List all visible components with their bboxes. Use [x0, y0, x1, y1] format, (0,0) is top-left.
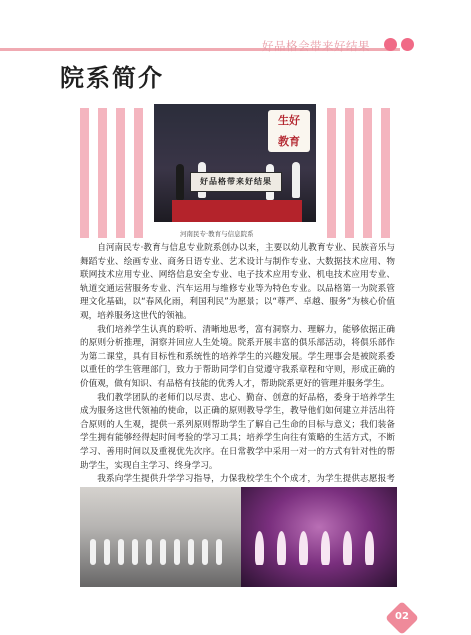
page-number: 02 [395, 611, 409, 622]
header-slogan: 好品格会带来好结果 [262, 39, 370, 53]
decorative-stripe [134, 108, 143, 238]
banner-text: 好品格带来好结果 [200, 177, 272, 186]
dancer-figure [132, 539, 138, 565]
ceremony-photo [154, 104, 316, 222]
person-figure [176, 164, 184, 200]
dancer-figure [160, 539, 166, 565]
dancer-figure [216, 539, 222, 565]
decorative-stripe [80, 108, 89, 238]
dancer-figure [90, 539, 96, 565]
decorative-stripe [345, 108, 354, 238]
article-body [80, 242, 395, 527]
dancer-figure [104, 539, 110, 565]
banner-board [190, 172, 282, 192]
paragraph: 我系向学生提供升学学习指导，力保我校学生个个成才，为学生提供志愿报考 [97, 474, 395, 485]
dancer-figure [118, 539, 124, 565]
school-logo [268, 110, 310, 152]
decorative-dot [384, 38, 397, 51]
decorative-stripe [98, 108, 107, 238]
dancer-figure [343, 531, 352, 565]
decorative-stripe [116, 108, 125, 238]
logo-text: 教育 [278, 135, 300, 148]
decorative-stripe [327, 108, 336, 238]
dancer-figure [277, 531, 286, 565]
decorative-dot [401, 38, 414, 51]
dancer-figure [188, 539, 194, 565]
paragraph: 我们教学团队的老师们以尽责、忠心、勤奋、创意的好品格，委身于培养学生成为服务这世代领袖的使命，以正确的原则教导学生，教导他们如何建立并活出符合原则的人生观，提供一系列原则帮助学生了解自己生命的目标与意义；我们装备学生拥有能够经得起时间考验的学习工具；培养学生向往有策略的生活方式，不断学习、善用时间以及重视优先次序。在日常教学中采用一对一的方式有针对性的帮助学生，实现自主学习、终身学习。 [80, 392, 395, 471]
stage-dance-photo [241, 487, 397, 587]
page-title: 院系简介 [60, 64, 164, 92]
paragraph: 自河南民专·教育与信息专业院系创办以来，主要以幼儿教育专业、民族音乐与舞蹈专业、绘画专业、商务日语专业、艺术设计与制作专业、大数据技术应用、物联网技术应用专业、网络信息安全专业、电子技术应用专业、机电技术应用专业、轨道交通运营服务专业、汽车运用与维修专业等为特色专业。以品格第一为院系管理文化基础，以“春风化雨，利国利民”为愿景；以“尊严、卓越、服务”为核心价值观，培养服务这世代的领袖。 [80, 243, 395, 321]
dancer-figure [299, 531, 308, 565]
photo-caption: 河南民专·教育与信息院系 [180, 230, 254, 238]
dancer-figure [255, 531, 264, 565]
paragraph: 我们培养学生认真的聆听、清晰地思考，富有洞察力、理解力，能够依据正确的原则分析推理，洞察并回应人生处境。院系开展丰富的俱乐部活动，将俱乐部作为第二课堂，具有目标性和系统性的培养学生的兴趣发展。学生理事会是被院系委以重任的学生管理部门，致力于帮助同学们自觉遵守我系章程和守则，形成正确的价值观，做有知识、有品格有技能的优秀人才，帮助院系更好的管理并服务学生。 [80, 324, 395, 389]
decorative-stripe [363, 108, 372, 238]
dancer-figure [174, 539, 180, 565]
dancer-figure [365, 531, 374, 565]
dancer-figure [146, 539, 152, 565]
logo-text: 生好 [278, 114, 300, 127]
dancer-figure [202, 539, 208, 565]
outdoor-dance-photo [80, 487, 241, 587]
red-cloth [172, 200, 302, 222]
dancer-figure [321, 531, 330, 565]
person-figure [292, 162, 300, 198]
decorative-stripe [381, 108, 390, 238]
